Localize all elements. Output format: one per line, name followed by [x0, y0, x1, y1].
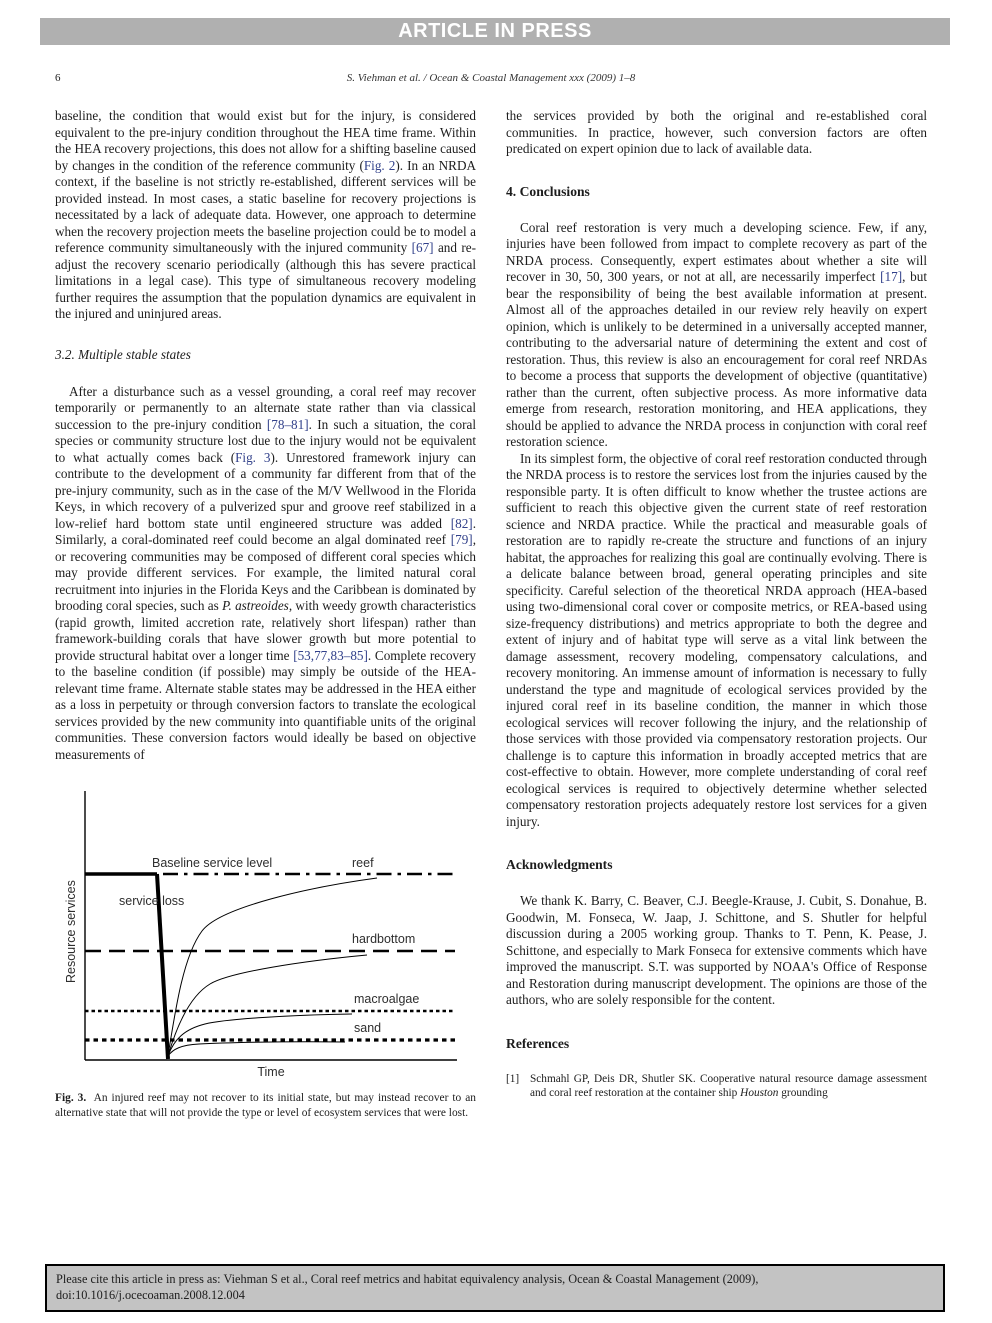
citation-link[interactable]: Fig. 2	[363, 157, 396, 173]
citation-link[interactable]: [78–81]	[266, 416, 309, 432]
reference-list	[506, 1072, 927, 1100]
section-heading-references: References	[506, 1035, 570, 1051]
right-column	[506, 108, 927, 1131]
citation-link[interactable]: [67]	[411, 240, 434, 255]
paragraph-services-continued: the services provided by both the original and re-established coral communities. In practice, however, such conversion factors are often predicated on expert opinion due to lack of available data.	[506, 108, 927, 156]
reference-number: [1]	[506, 1072, 520, 1085]
citation-link[interactable]: Fig. 3	[235, 449, 271, 465]
two-column-layout	[55, 108, 927, 1131]
paragraph-acknowledgments: We thank K. Barry, C. Beaver, C.J. Beegle-Krause, J. Cubit, S. Donahue, B. Goodwin, M. Fonseca, W. Jaap, J. Schittone, and S. Shutler for helpful discussion during a 2005 working group. Thanks to T. Penn, K. Pease, J. Schittone, and especially to Mark Fonseca for extensive comments which have improved the manuscript. S.T. was supported by NOAA's Office of Response and Restoration during manuscript development. The opinions are those of the authors, who are solely responsible for the content.	[506, 893, 927, 1007]
reference-item-1	[506, 1072, 927, 1100]
hardbottom-label: hardbottom	[352, 932, 416, 946]
macroalgae-recovery-curve	[168, 1014, 352, 1056]
figure-caption-text: An injured reef may not recover to its initial state, but may instead recover to an alternative state that will not provide the type or level of ecosystem services that were lost.	[55, 1092, 476, 1119]
figure-3	[55, 783, 476, 1120]
reef-label: reef	[352, 856, 374, 870]
baseline-service-level-label: Baseline service level	[152, 856, 273, 870]
running-head	[55, 72, 927, 88]
paragraph-multiple-stable-states: After a disturbance such as a vessel grounding, a coral reef may recover temporarily or permanently to an alternate state rather than via classical succession to the pre-injury condition [78–81]. In such a situation, the coral species or community structure lost due to the injury would not be equivalent to what actually comes back (Fig. 3). Unrestored framework injury can contribute to the development of a community far different from that of the pre-injury community, such as in the case of the M/V Wellwood in the Florida Keys, in which recovery of a pulverized spur and groove reef stabilized in a low-relief hard bottom state until engineered structure was added [82]. Similarly, a coral-dominated reef could become an algal dominated reef [79], or recovering communities may be composed of different coral species which may provide different services. For example, the limited natural coral recruitment into injuries in the Florida Keys and the Caribbean is dominated by brooding coral species, such as P. astreoides, with weedy growth characteristics (rapid growth, limited accretion rate, relatively short lifespan) rather than framework-building corals that have slower growth but more potential to provide structural habitat over a longer time [53,77,83–85]. Complete recovery to the baseline condition (if possible) may simply be outside of the HEA-relevant time frame. Alternate stable states may be addressed in the HEA either as a loss in perpetuity or through conversion factors to translate the ecological services provided by the new community into quantifiable units of the original communities. These conversion factors would ideally be based on objective measurements of	[55, 383, 477, 762]
section-heading-acknowledgments: Acknowledgments	[506, 857, 613, 872]
banner-text: ARTICLE IN PRESS	[398, 20, 592, 42]
sand-recovery-curve	[168, 1042, 345, 1056]
figure-caption	[55, 1091, 476, 1120]
citation-link[interactable]: [79]	[450, 532, 473, 547]
y-axis-label: Resource services	[64, 880, 78, 983]
fig3-chart	[55, 783, 476, 1083]
paragraph-baseline-continued: baseline, the condition that would exist but for the injury, is considered equivalent to the pre-injury condition throughout the HEA time frame. Within the HEA recovery projections, this does not allow for a shifting baseline caused by changes in the condition of the reference community (Fig. 2). In an NRDA context, if the baseline is not strictly re-established, different services will be provided instead. In most cases, a static baseline for recovery projections is necessitated by a lack of adequate data. However, one approach to determine when the recovery projection meets the baseline projection could be to model a reference community simultaneously with the injured community [67] and re-adjust the recovery scenario periodically (although this has severe practical limitations in a legal case). This type of simultaneous recovery modeling further requires the assumption that the population dynamics are equivalent in the injured and uninjured areas.	[55, 108, 476, 321]
left-column	[55, 108, 476, 1131]
page-number: 6	[55, 72, 61, 84]
citation-notice-text: Please cite this article in press as: Viehman S et al., Coral reef metrics and habitat equivalency analysis, Ocean & Coastal Management (2009), doi:10.1016/j.ocecoaman.2008.12.004	[56, 1272, 759, 1302]
article-in-press-banner	[40, 18, 950, 45]
paragraph-conclusions-2: In its simplest form, the objective of coral reef restoration conducted through the NRDA process is to restore the services lost from the injuries caused by the responsible party. It is often difficult to know whether the trustee actions are sufficient to reach this objective given the current state of reef restoration science and NRDA practice. While the practical and measurable goals of restoration are to rapidly re-create the structure and functions of an injury habitat, the approaches for realizing this goal are continually evolving. There is a delicate balance between broad, general operating principles and site specificity. Careful selection of the theoretical NRDA approach (HEA-based using two-dimensional coral cover or composite metrics, or REA-based using size-frequency distributions) and metrics appropriate to both the degree and extent of injury and of habitat type will serve as a vital link between the damage assessment, recovery modeling, compensatory calculations, and recovery monitoring. An immense amount of information is necessary to fully understand the type and magnitude of ecological services provided by the injured coral reef in its baseline condition, the manner in which those ecological services will recover following the injury, and the relationship of those services with those provided via compensatory restoration projects. Our challenge is to capture this information in broadly accepted metrics that are cost-effective to obtain. However, more complete understanding of coral reef ecological services is required to objectively determine whether selected compensatory restoration projects adequately restore lost services for a given injury.	[506, 450, 927, 829]
x-axis-label: Time	[257, 1065, 285, 1079]
citation-link[interactable]: [82]	[450, 515, 473, 531]
section-heading-3-2: 3.2. Multiple stable states	[55, 346, 191, 362]
paragraph-conclusions-1: Coral reef restoration is very much a developing science. Few, if any, injuries have been followed from impact to complete recovery as part of the NRDA process. Consequently, expert estimates about whether a site will recover in 30, 50, 300 years, or not at all, are necessarily imperfect [17], but bear the responsibility of being the best available information at present. Almost all of the approaches detailed in our review rely heavily on expert opinion, which is unlikely to be determined in a universally accepted manner, contributing to the adversarial nature of determining the extent and cost of restoration. Thus, this review is also an encouragement for coral reef NRDAs to become a process that supports the development of objective (quantitative) rather than the current, often subjective process. As more informative data emerge from research, restoration monitoring, and HEA applications, they should be applied to advance the NRDA process in conjunction with coral reef restoration science.	[506, 219, 927, 449]
section-heading-conclusions: 4. Conclusions	[506, 183, 590, 199]
macroalgae-label: macroalgae	[354, 992, 420, 1006]
reference-text: Schmahl GP, Deis DR, Shutler SK. Cooperative natural resource damage assessment and coral reef restoration at the container ship Houston grounding	[530, 1072, 927, 1099]
figure-caption-label: Fig. 3.	[55, 1092, 87, 1104]
service-loss-label: service loss	[119, 894, 185, 908]
sand-label: sand	[354, 1021, 382, 1035]
citation-link[interactable]: [17]	[880, 269, 903, 284]
citation-notice	[45, 1264, 945, 1312]
citation-link[interactable]: [53,77,83–85]	[293, 647, 368, 663]
running-head-text: S. Viehman et al. / Ocean & Coastal Management xxx (2009) 1–8	[346, 72, 636, 84]
